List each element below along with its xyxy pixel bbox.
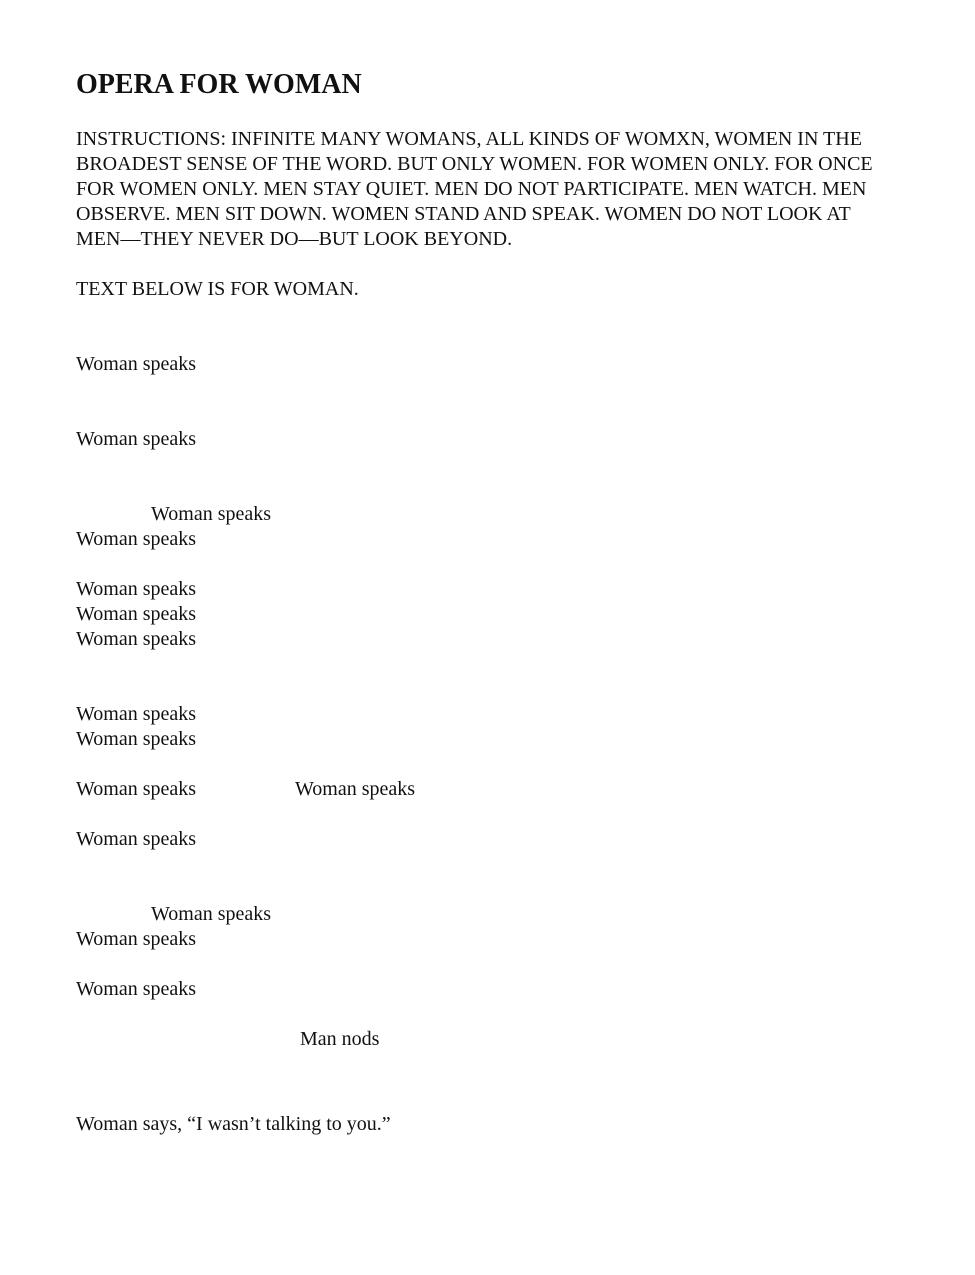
script-line: Woman speaks (76, 528, 197, 550)
script-line: Woman speaks (76, 603, 197, 625)
instructions-paragraph: INSTRUCTIONS: INFINITE MANY WOMANS, ALL KINDS OF WOMXN, WOMEN IN THE BROADEST SENSE OF THE WORD. BUT ONLY WOMEN. FOR WOMEN ONLY. FOR ONCE FOR WOMEN ONLY. MEN STAY QUIET. MEN DO NOT PARTICIPATE. MEN WATCH. MEN OBSERVE. MEN SIT DOWN. WOMEN STAND AND SPEAK. WOMEN DO NOT LOOK AT MEN—THEY NEVER DO—BUT LOOK BEYOND. (76, 128, 873, 250)
script-line: Woman speaks (76, 428, 197, 450)
script-line: Woman speaks (76, 628, 197, 650)
script-line: Woman speaks (76, 353, 197, 375)
notice-line: TEXT BELOW IS FOR WOMAN. (76, 278, 359, 300)
script-line: Woman says, “I wasn’t talking to you.” (76, 1113, 391, 1135)
script-line: Woman speaks (76, 978, 197, 1000)
script-line: Woman speaks (76, 828, 197, 850)
script-line: Woman speaks (76, 578, 197, 600)
script-line: Man nods (300, 1028, 380, 1050)
script-line: Woman speaks (151, 903, 272, 925)
script-line: Woman speaks (76, 928, 197, 950)
script-line: Woman speaks (76, 703, 197, 725)
script-line: Woman speaks (76, 778, 197, 800)
page-title: OPERA FOR WOMAN (76, 69, 362, 100)
script-line: Woman speaks (76, 728, 197, 750)
script-line: Woman speaks (151, 503, 272, 525)
script-line: Woman speaks (295, 778, 416, 800)
